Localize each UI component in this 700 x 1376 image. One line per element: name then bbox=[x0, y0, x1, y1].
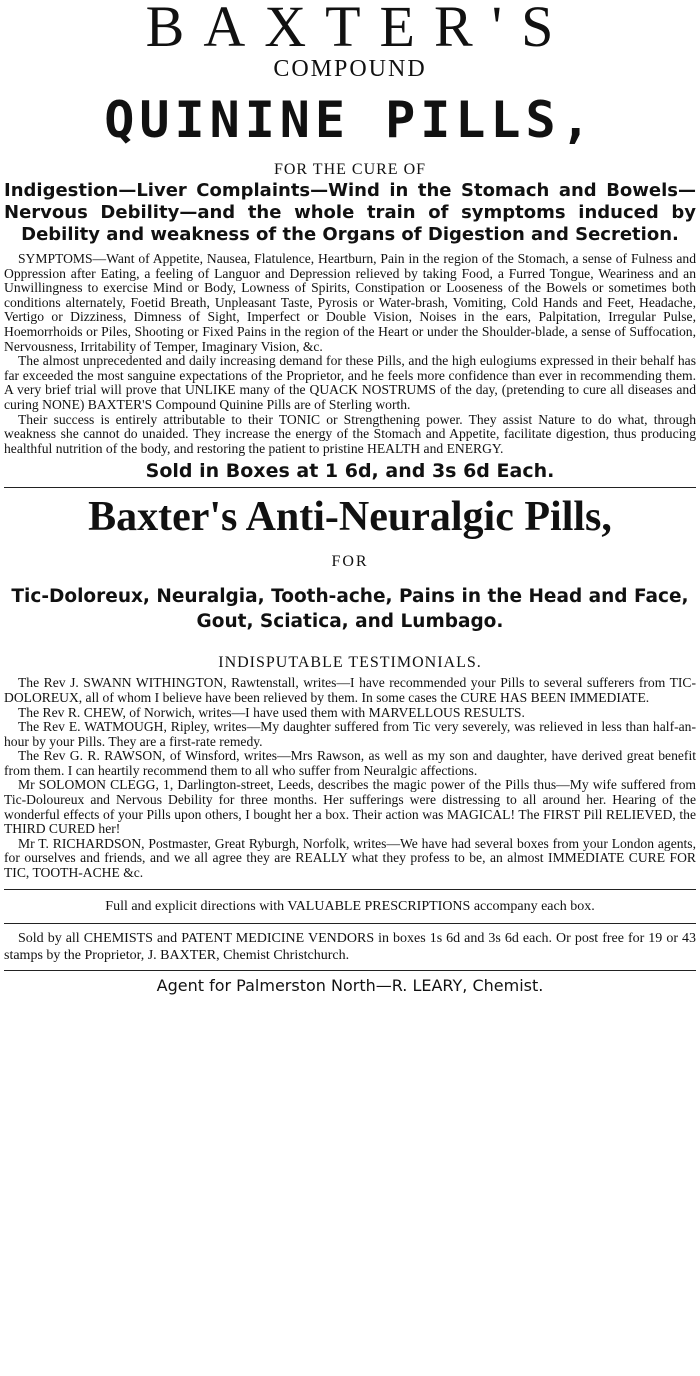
conditions-text: Tic-Doloreux, Neuralgia, Tooth-ache, Pains in the Head and Face, Gout, Sciatica, and Lumbago. bbox=[11, 586, 689, 633]
price-line: Sold in Boxes at 1 6d, and 3s 6d Each. bbox=[145, 460, 555, 483]
testimonial: The Rev J. SWANN WITHINGTON, Rawtenstall, writes—I have recommended your Pills to several sufferers from TIC-DOLOREUX, all of whom I believe have been relieved by them. In some cases the CURE HAS BEEN IMMEDIATE. bbox=[4, 675, 696, 705]
success-paragraph: Their success is entirely attributable to their TONIC or Strengthening power. They assist Nature to do what, through weakness she cannot do unaided. They increase the energy of the Stomach and Appetite, facilitate digestion, thus producing healthful nutrition of the body, and restoring the patient to pristine HEALTH and ENERGY. bbox=[4, 411, 696, 456]
directions-line: Full and explicit directions with VALUABLE PRESCRIPTIONS accompany each box. bbox=[105, 898, 595, 914]
product-title: QUININE PILLS, bbox=[104, 91, 596, 149]
advertisement bbox=[4, 0, 696, 997]
for-label: FOR bbox=[331, 553, 369, 571]
indications-text: Indigestion—Liver Complaints—Wind in the Stomach and Bowels—Nervous Debility—and the whole train of symptoms induced by Debility and weakness of the Organs of Digestion and Secretion. bbox=[4, 180, 696, 245]
divider bbox=[4, 889, 696, 890]
testimonial: Mr T. RICHARDSON, Postmaster, Great Ryburgh, Norfolk, writes—We have had several boxes from your London agents, for ourselves and friends, and we all agree they are REALLY what they profess to be, an almost IMMEDIATE CURE FOR TIC, TOOTH-ACHE &c. bbox=[4, 835, 696, 881]
divider bbox=[4, 923, 696, 924]
testimonials-heading: INDISPUTABLE TESTIMONIALS. bbox=[218, 654, 482, 672]
quinine-description bbox=[4, 252, 696, 456]
demand-paragraph: The almost unprecedented and daily increasing demand for these Pills, and the high eulogiums expressed in their behalf has far exceeded the most sanguine expectations of the Proprietor, and he feels more confidence than ever in recommending them. A very brief trial will prove that UNLIKE many of the QUACK NOSTRUMS of the day, (pretending to cure all diseases and curing NONE) BAXTER'S Compound Quinine Pills are of Sterling worth. bbox=[4, 353, 696, 412]
divider bbox=[4, 487, 696, 488]
divider bbox=[4, 970, 696, 971]
agent-line: Agent for Palmerston North—R. LEARY, Chemist. bbox=[156, 975, 544, 995]
sold-by-paragraph: Sold by all CHEMISTS and PATENT MEDICINE VENDORS in boxes 1s 6d and 3s 6d each. Or post free for 19 or 43 stamps by the Proprietor, J. BAXTER, Chemist Christchurch. bbox=[4, 930, 696, 963]
for-cure-label: FOR THE CURE OF bbox=[273, 161, 427, 178]
neuralgic-title: Baxter's Anti-Neuralgic Pills, bbox=[88, 494, 612, 541]
testimonial: The Rev R. CHEW, of Norwich, writes—I have used them with MARVELLOUS RESULTS. bbox=[18, 704, 525, 720]
testimonial: The Rev E. WATMOUGH, Ripley, writes—My daughter suffered from Tic very severely, was relieved in less than half-an-hour by your Pills. They are a first-rate remedy. bbox=[4, 719, 696, 749]
testimonial: The Rev G. R. RAWSON, of Winsford, writes—Mrs Rawson, as well as my son and daughter, have derived great benefit from them. I can heartily recommend them to all who suffer from Neuralgic affections. bbox=[4, 748, 696, 778]
testimonials-list bbox=[4, 676, 696, 880]
brand-name: BAXTER'S bbox=[145, 0, 573, 59]
compound-label: COMPOUND bbox=[273, 56, 427, 82]
symptoms-paragraph: SYMPTOMS—Want of Appetite, Nausea, Flatulence, Heartburn, Pain in the region of the Stomach, a sense of Fulness and Oppression after Eating, a feeling of Languor and Depression relieved by taking Food, a Furred Tongue, Weariness and an Unwillingness to exercise Mind or Body, Lowness of Spirits, Constipation or Looseness of the Bowels or sometimes both conditions alternately, Foetid Breath, Unpleasant Taste, Pyrosis or Water-brash, Vomiting, Cold Hands and Feet, Headache, Vertigo or Dizziness, Dimness of Sight, Imperfect or Double Vision, Noises in the ears, Palpitation, Irregular Pulse, Hoemorrhoids or Piles, Shooting or Fixed Pains in the region of the Heart or under the Shoulder-blade, a sense of Suffocation, Nervousness, Irritability of Temper, Imaginary Vision, &c. bbox=[4, 251, 696, 354]
testimonial: Mr SOLOMON CLEGG, 1, Darlington-street, Leeds, describes the magic power of the Pills thus—My wife suffered from Tic-Doloureux and Nervous Debility for three months. Her sufferings were distressing to all around her. Hearing of the wonderful effects of your Pills upon others, I bought her a box. Their action was MAGICAL! The FIRST Pill RELIEVED, the THIRD CURED her! bbox=[4, 777, 696, 837]
sold-by-text bbox=[4, 930, 696, 964]
